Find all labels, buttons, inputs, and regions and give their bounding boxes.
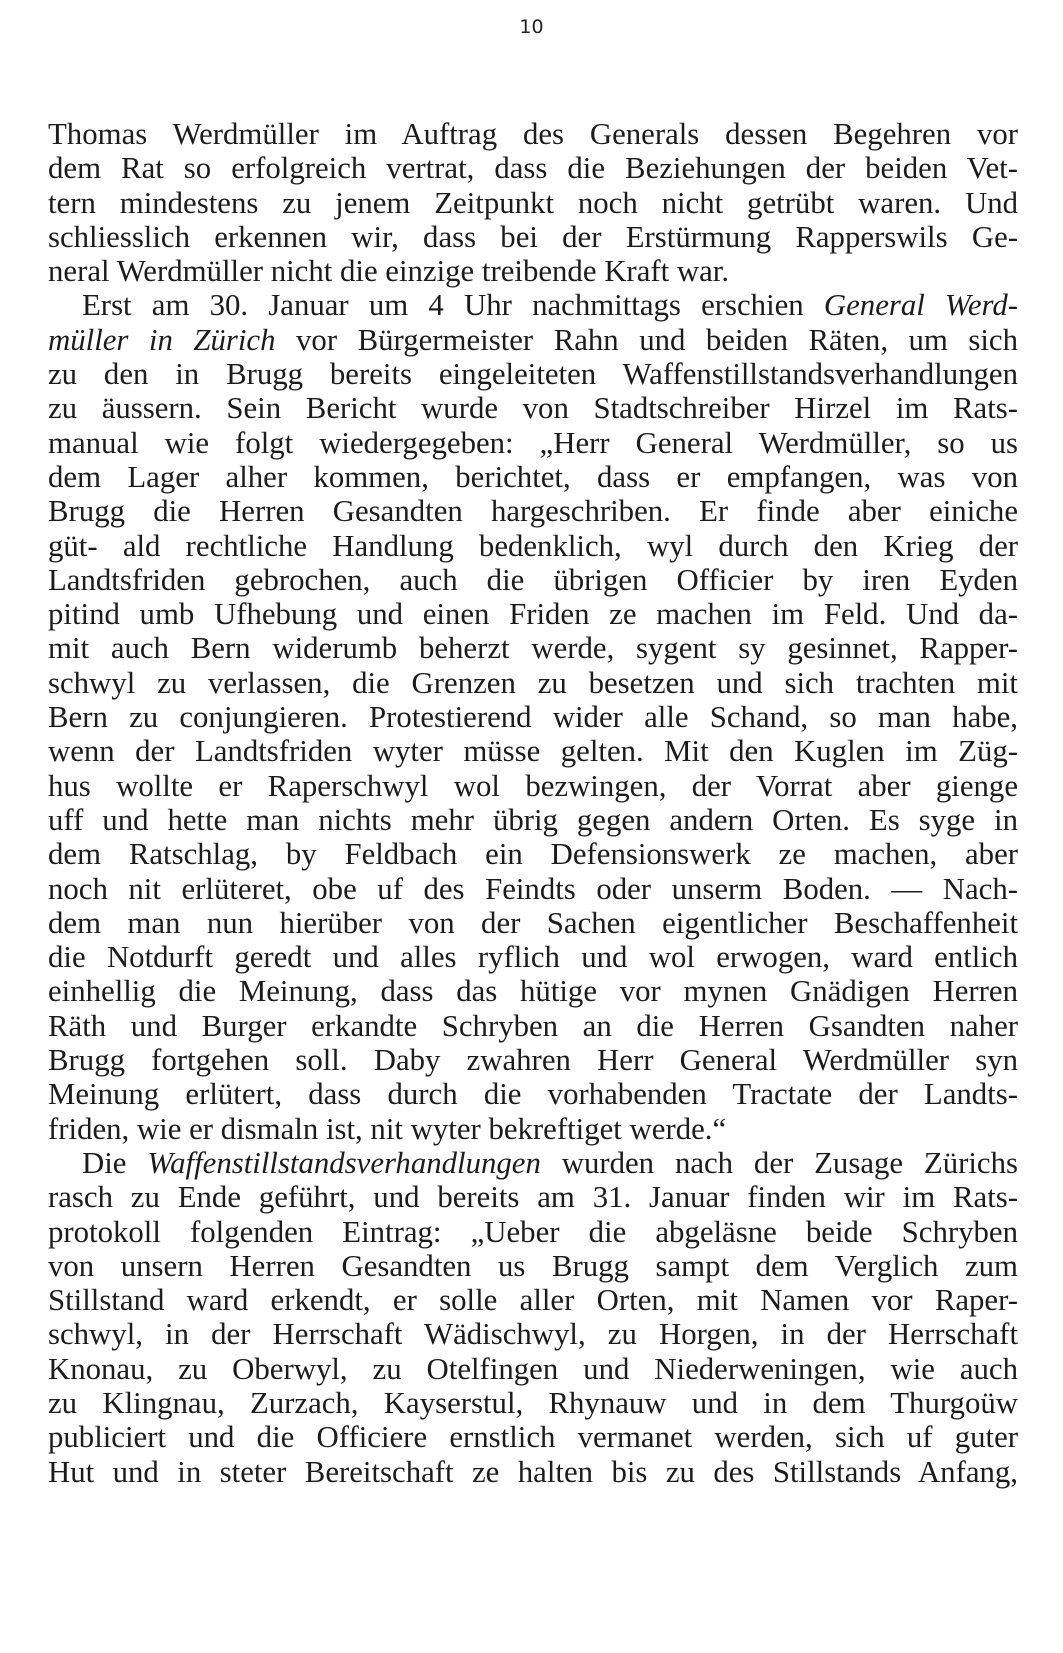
text-segment: noch nit erlüteret, obe uf des Feindts oder unserm Boden. — Nach- — [48, 871, 1018, 906]
text-segment: hus wollte er Raperschwyl wol bezwingen, der Vorrat aber gienge — [48, 768, 1018, 803]
text-line — [48, 837, 1018, 871]
text-line — [48, 186, 1018, 220]
text-line — [48, 666, 1018, 700]
text-line — [48, 1352, 1018, 1386]
text-line — [48, 1317, 1018, 1351]
text-segment: wenn der Landtsfriden wyter müsse gelten. Mit den Kuglen im Züg- — [48, 734, 1018, 769]
text-line — [48, 769, 1018, 803]
text-segment: schwyl zu verlassen, die Grenzen zu besetzen und sich trachten mit — [48, 665, 1018, 700]
text-segment: Meinung erlütert, dass durch die vorhabenden Tractate der Landts- — [48, 1077, 1018, 1112]
text-line — [48, 1420, 1018, 1454]
text-segment: protokoll folgenden Eintrag: „Ueber die abgeläsne beide Schryben — [48, 1214, 1018, 1249]
text-segment: Brugg fortgehen soll. Daby zwahren Herr General Werdmüller syn — [48, 1043, 1018, 1078]
text-line — [48, 323, 1018, 357]
text-line — [48, 1386, 1018, 1420]
text-segment: Erst am 30. Januar um 4 Uhr nachmittags erschien — [82, 288, 824, 323]
text-segment: Brugg die Herren Gesandten hargeschriben. Er finde aber einiche — [48, 494, 1018, 529]
text-line — [48, 1283, 1018, 1317]
text-segment: zu äussern. Sein Bericht wurde von Stadtschreiber Hirzel im Rats- — [48, 391, 1018, 426]
text-line — [48, 1215, 1018, 1249]
text-segment: dem Lager alher kommen, berichtet, dass er empfangen, was von — [48, 459, 1018, 494]
text-line — [48, 460, 1018, 494]
text-line — [48, 1249, 1018, 1283]
text-line — [48, 631, 1018, 665]
text-segment: manual wie folgt wiedergegeben: „Herr General Werdmüller, so us — [48, 425, 1018, 460]
italic-text: müller in Zürich — [48, 322, 276, 357]
text-line — [48, 117, 1018, 151]
text-segment: schliesslich erkennen wir, dass bei der Erstürmung Rapperswils Ge- — [48, 219, 1018, 254]
text-segment: einhellig die Meinung, dass das hütige vor mynen Gnädigen Herren — [48, 974, 1018, 1009]
text-line — [48, 151, 1018, 185]
text-line — [48, 357, 1018, 391]
text-line — [48, 494, 1018, 528]
text-line — [48, 254, 1018, 288]
text-line — [48, 734, 1018, 768]
text-segment: die Notdurft geredt und alles ryflich und wol erwogen, ward entlich — [48, 940, 1018, 975]
text-line — [48, 940, 1018, 974]
text-line — [48, 1146, 1018, 1180]
text-segment: dem Ratschlag, by Feldbach ein Defensionswerk ze machen, aber — [48, 837, 1018, 872]
text-segment: schwyl, in der Herrschaft Wädischwyl, zu Horgen, in der Herrschaft — [48, 1317, 1018, 1352]
text-segment: zu Klingnau, Zurzach, Kayserstul, Rhynauw und in dem Thurgoüw — [48, 1385, 1018, 1420]
text-segment: publiciert und die Officiere ernstlich vermanet werden, sich uf guter — [48, 1420, 1018, 1455]
text-line — [48, 1112, 1018, 1146]
text-line — [48, 1043, 1018, 1077]
text-line — [48, 220, 1018, 254]
text-segment: Hut und in steter Bereitschaft ze halten bis zu des Stillstands Anfang, — [48, 1454, 1018, 1489]
text-segment: wurden nach der Zusage Zürichs — [540, 1145, 1018, 1180]
text-segment: von unsern Herren Gesandten us Brugg sampt dem Verglich zum — [48, 1248, 1018, 1283]
text-segment: tern mindestens zu jenem Zeitpunkt noch nicht getrübt waren. Und — [48, 185, 1018, 220]
italic-text: General Werd- — [823, 288, 1018, 323]
text-line — [48, 872, 1018, 906]
text-line — [48, 1009, 1018, 1043]
text-line — [48, 974, 1018, 1008]
text-line — [48, 1077, 1018, 1111]
text-line — [48, 906, 1018, 940]
text-line — [48, 597, 1018, 631]
text-segment: pitind umb Ufhebung und einen Friden ze machen im Feld. Und da- — [48, 597, 1018, 632]
italic-text: Waffenstillstandsverhandlungen — [147, 1145, 541, 1180]
text-segment: uff und hette man nichts mehr übrig gegen andern Orten. Es syge in — [48, 802, 1018, 837]
text-segment: friden, wie er dismaln ist, nit wyter bekreftiget werde.“ — [48, 1111, 727, 1146]
text-segment: Räth und Burger erkandte Schryben an die Herren Gsandten naher — [48, 1008, 1018, 1043]
text-segment: zu den in Brugg bereits eingeleiteten Waffenstillstandsverhandlungen — [48, 357, 1018, 392]
text-segment: rasch zu Ende geführt, und bereits am 31. Januar finden wir im Rats- — [48, 1180, 1018, 1215]
text-segment: Thomas Werdmüller im Auftrag des Generals dessen Begehren vor — [48, 117, 1018, 151]
text-line — [48, 529, 1018, 563]
text-segment: dem Rat so erfolgreich vertrat, dass die Beziehungen der beiden Vet- — [48, 151, 1018, 186]
text-segment: Landtsfriden gebrochen, auch die übrigen Officier by iren Eyden — [48, 562, 1018, 597]
text-segment: Stillstand ward erkendt, er solle aller Orten, mit Namen vor Raper- — [48, 1283, 1018, 1318]
body-text — [48, 117, 1018, 1489]
text-line — [48, 803, 1018, 837]
text-line — [48, 563, 1018, 597]
text-segment: dem man nun hierüber von der Sachen eigentlicher Beschaffenheit — [48, 905, 1018, 940]
text-line — [48, 700, 1018, 734]
text-segment: neral Werdmüller nicht die einzige treibende Kraft war. — [48, 254, 730, 289]
text-line — [48, 1180, 1018, 1214]
text-line — [48, 391, 1018, 425]
text-line — [48, 426, 1018, 460]
text-line — [48, 1455, 1018, 1489]
text-segment: Die — [82, 1145, 148, 1180]
text-segment: vor Bürgermeister Rahn und beiden Räten, um sich — [275, 322, 1018, 357]
text-segment: Bern zu conjungieren. Protestierend wider alle Schand, so man habe, — [48, 700, 1018, 735]
text-segment: güt- ald rechtliche Handlung bedenklich, wyl durch den Krieg der — [48, 528, 1018, 563]
page-number: 10 — [519, 16, 544, 38]
text-segment: Knonau, zu Oberwyl, zu Otelfingen und Niederweningen, wie auch — [48, 1351, 1018, 1386]
text-segment: mit auch Bern widerumb beherzt werde, sygent sy gesinnet, Rapper- — [48, 631, 1018, 666]
text-line — [48, 288, 1018, 322]
